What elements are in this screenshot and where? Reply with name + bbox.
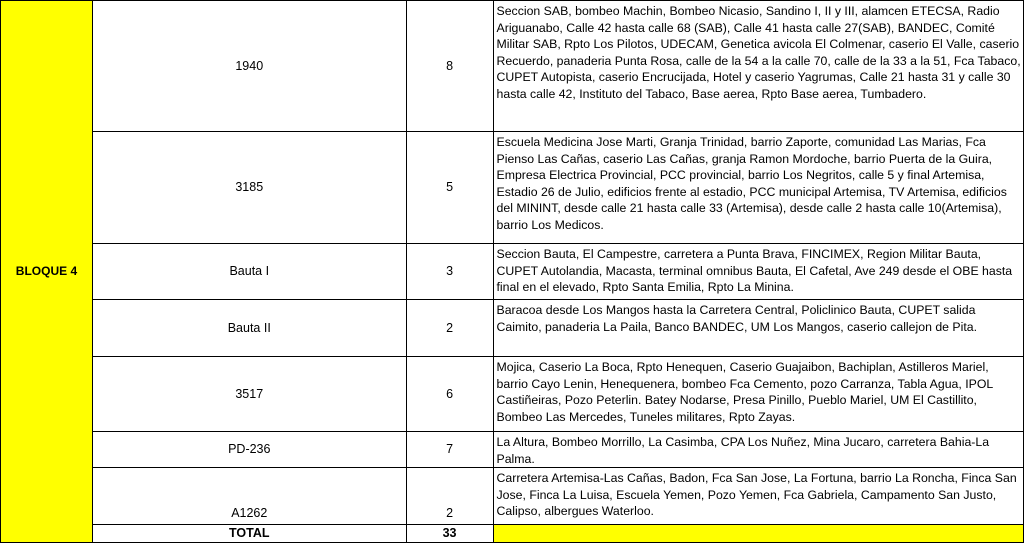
table-row (1, 132, 1024, 244)
table-row (1, 357, 1024, 432)
circuit-areas: Carretera Artemisa-Las Cañas, Badon, Fca San Jose, La Fortuna, barrio La Roncha, Finca San Jose, Finca La Luisa, Escuela Yemen, Pozo Yemen, Fca Gabriela, Campamento San Justo, Calipso, albergues Waterloo. (493, 468, 1023, 525)
block-label-cell: BLOQUE 4 (1, 1, 93, 543)
table-row (1, 432, 1024, 468)
circuit-areas: Seccion SAB, bombeo Machin, Bombeo Nicasio, Sandino I, II y III, alamcen ETECSA, Radio Ariguanabo, Calle 42 hasta calle 68 (SAB), Calle 41 hasta calle 27(SAB), BANDEC, Comité Militar SAB, Rpto Los Pilotos, UDECAM, Genetica avicola El Colmenar, caserio El Valle, caserio Recuerdo, panaderia Punta Rosa, calle de la 54 a la calle 70, calle de la 33 a la 51, Fca Tabaco, CUPET Autopista, caserio Encrucijada, Hotel y caserio Yagrumas, Calle 21 hasta 31 y calle 30 hasta calle 42, Instituto del Tabaco, Base aerea, Rpto Base aerea, Tumbadero. (493, 1, 1023, 132)
circuit-name: 1940 (92, 1, 406, 132)
circuit-count: 6 (406, 357, 493, 432)
circuit-name: Bauta I (92, 244, 406, 300)
circuit-count: 7 (406, 432, 493, 468)
circuit-areas: Escuela Medicina Jose Marti, Granja Trinidad, barrio Zaporte, comunidad Las Marias, Fca Pienso Las Cañas, caserio Las Cañas, granja Ramon Mordoche, barrio Puerta de la Guira, Empresa Electrica Provincial, PCC provincial, barrio Los Negritos, calle 5 y final Artemisa, Estadio 26 de Julio, edificios frente al estadio, PCC municipal Artemisa, TV Artemisa, edificios del MININT, desde calle 21 hasta calle 33 (Artemisa), desde calle 2 hasta calle 10(Artemisa), barrio Los Medicos. (493, 132, 1023, 244)
circuit-count: 3 (406, 244, 493, 300)
circuit-areas: Baracoa desde Los Mangos hasta la Carretera Central, Policlinico Bauta, CUPET salida Caimito, panaderia La Paila, Banco BANDEC, UM Los Mangos, caserio callejon de Pita. (493, 300, 1023, 357)
circuit-areas: La Altura, Bombeo Morrillo, La Casimba, CPA Los Nuñez, Mina Jucaro, carretera Bahia-La Palma. (493, 432, 1023, 468)
table-row (1, 300, 1024, 357)
table-row (1, 468, 1024, 525)
circuit-count: 2 (406, 300, 493, 357)
circuit-count: 5 (406, 132, 493, 244)
circuit-areas: Mojica, Caserio La Boca, Rpto Henequen, Caserio Guajaibon, Bachiplan, Astilleros Mariel, barrio Cayo Lenin, Henequenera, bombeo Fca Cemento, pozo Carranza, Tabla Agua, IPOL Castiñeiras, Pozo Peterlin. Batey Nodarse, Presa Pinillo, Pueblo Mariel, UM El Castillito, Bombeo Las Mercedes, Tuneles militares, Rpto Zayas. (493, 357, 1023, 432)
total-row (1, 525, 1024, 543)
table-row (1, 244, 1024, 300)
circuit-count: 8 (406, 1, 493, 132)
circuit-count: 2 (406, 468, 493, 525)
circuit-name: A1262 (92, 468, 406, 525)
circuit-areas: Seccion Bauta, El Campestre, carretera a Punta Brava, FINCIMEX, Region Militar Bauta, CUPET Autolandia, Macasta, terminal omnibus Bauta, El Cafetal, Ave 249 desde el OBE hasta final en el elevado, Rpto Santa Emilia, Rpto La Minina. (493, 244, 1023, 300)
total-count: 33 (406, 525, 493, 543)
circuit-name: 3185 (92, 132, 406, 244)
total-highlight-cell (493, 525, 1023, 543)
circuit-name: PD-236 (92, 432, 406, 468)
table-row (1, 1, 1024, 132)
circuit-name: Bauta II (92, 300, 406, 357)
total-label: TOTAL (92, 525, 406, 543)
circuit-name: 3517 (92, 357, 406, 432)
